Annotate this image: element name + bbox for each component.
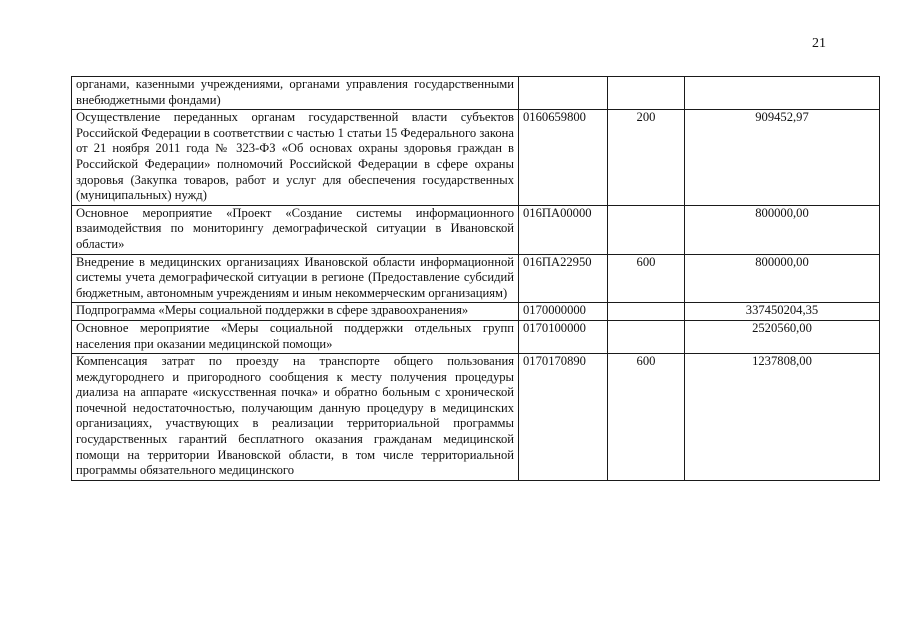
- item-name-cell: Осуществление переданных органам государственной власти субъектов Российской Федерации в соответствии с частью 1 статьи 15 Федерального закона от 21 ноября 2011 года № 323-ФЗ «Об основах охраны здоровья граждан в Российской Федерации» полномочий Российской Федерации в сфере охраны здоровья (Закупка товаров, работ и услуг для обеспечения государственных (муниципальных) нужд): [72, 110, 519, 206]
- expense-type-cell: 600: [608, 354, 685, 481]
- page-number: 21: [812, 36, 826, 51]
- target-article-code-cell: 0170100000: [519, 320, 608, 353]
- table-row: [72, 320, 880, 353]
- expense-type-cell: [608, 320, 685, 353]
- table-row: [72, 354, 880, 481]
- item-name-cell: органами, казенными учреждениями, органами управления государственными внебюджетными фондами): [72, 77, 519, 110]
- table-row: [72, 205, 880, 254]
- amount-cell: 337450204,35: [685, 303, 880, 321]
- amount-cell: 1237808,00: [685, 354, 880, 481]
- target-article-code-cell: 0170000000: [519, 303, 608, 321]
- budget-allocation-table: [71, 76, 880, 481]
- item-name-cell: Компенсация затрат по проезду на транспорте общего пользования междугороднего и пригородного сообщения к месту получения процедуры диализа на аппарате «искусственная почка» и обратно больным с хронической почечной недостаточностью, получающим данную процедуру в медицинских организациях, участвующих в реализации территориальной программы государственных гарантий бесплатного оказания гражданам медицинской помощи на территории Ивановской области, в том числе территориальной программы обязательного медицинского: [72, 354, 519, 481]
- target-article-code-cell: 016ПА22950: [519, 254, 608, 303]
- expense-type-cell: [608, 77, 685, 110]
- table-row: [72, 303, 880, 321]
- amount-cell: [685, 77, 880, 110]
- target-article-code-cell: [519, 77, 608, 110]
- target-article-code-cell: 0170170890: [519, 354, 608, 481]
- table-row: [72, 254, 880, 303]
- amount-cell: 800000,00: [685, 254, 880, 303]
- item-name-cell: Подпрограмма «Меры социальной поддержки в сфере здравоохранения»: [72, 303, 519, 321]
- expense-type-cell: 600: [608, 254, 685, 303]
- item-name-cell: Внедрение в медицинских организациях Ивановской области информационной системы учета демографической ситуации в регионе (Предоставление субсидий бюджетным, автономным учреждениям и иным некоммерческим организациям): [72, 254, 519, 303]
- target-article-code-cell: 0160659800: [519, 110, 608, 206]
- amount-cell: 800000,00: [685, 205, 880, 254]
- amount-cell: 909452,97: [685, 110, 880, 206]
- table-row: [72, 110, 880, 206]
- expense-type-cell: [608, 205, 685, 254]
- expense-type-cell: [608, 303, 685, 321]
- amount-cell: 2520560,00: [685, 320, 880, 353]
- target-article-code-cell: 016ПА00000: [519, 205, 608, 254]
- item-name-cell: Основное мероприятие «Меры социальной поддержки отдельных групп населения при оказании медицинской помощи»: [72, 320, 519, 353]
- expense-type-cell: 200: [608, 110, 685, 206]
- table-row: [72, 77, 880, 110]
- item-name-cell: Основное мероприятие «Проект «Создание системы информационного взаимодействия по мониторингу демографической ситуации в Ивановской области»: [72, 205, 519, 254]
